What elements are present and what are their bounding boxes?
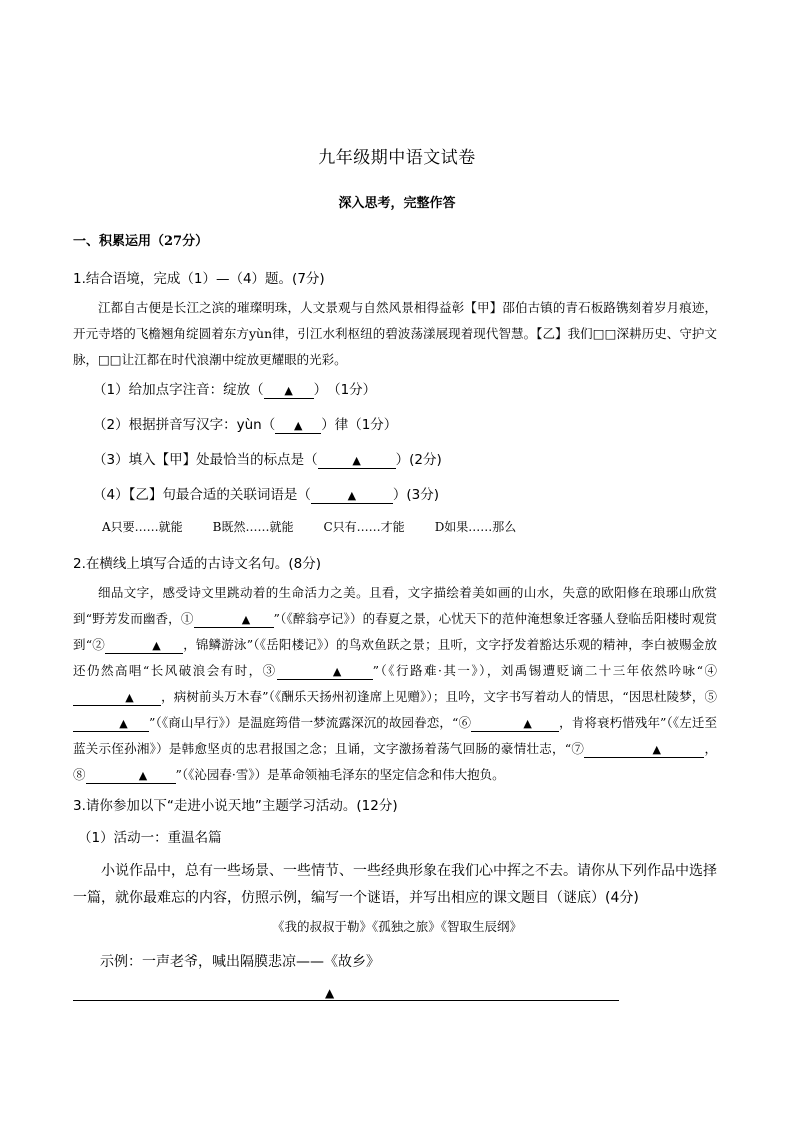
blank-marker: ▲ (332, 665, 342, 678)
answer-blank[interactable] (264, 383, 314, 399)
passage-part: ”（《醉翁亭记》）的春夏之景，心忧天下的范仲淹想象迁客骚人登临岳阳楼时观赏到“② (73, 611, 717, 652)
sub-2-prefix: （2）根据拼音写汉字：yùn（ (93, 417, 276, 433)
question-3-instruction (73, 858, 723, 912)
passage-part: ，病树前头万木春”（《酬乐天扬州初逢席上见赠》）；且吟，文字书写着动人的情思，“因思杜陵梦，⑤ (161, 689, 717, 704)
blank-marker: ▲ (125, 691, 134, 704)
sub-1-suffix: ） （1分） (313, 382, 377, 398)
question-1-sub-1 (93, 378, 376, 399)
page-title: 九年级期中语文试卷 (318, 148, 476, 168)
answer-blank-4[interactable] (73, 690, 161, 706)
question-1-sub-4 (93, 483, 439, 504)
passage-part: 细品文字，感受诗文里跳动着的生命活力之美。且看，文字描绘着美如画的山水，失意的欧阳修在琅琊山欣赏到“野芳发而幽香，① (73, 585, 717, 626)
answer-blank-3[interactable] (277, 664, 373, 680)
option-b[interactable]: B既然……就能 (212, 520, 294, 534)
blank-marker: ▲ (347, 489, 357, 502)
instruction-text: 小说作品中，总有一些场景、一些情节、一些经典形象在我们心中挥之不去。请你从下列作品中选择一篇，就你最难忘的内容，仿照示例，编写一个谜语，并写出相应的课文题目（谜底）(4分) (73, 863, 717, 906)
question-1-passage (73, 295, 717, 373)
sub-1-prefix: （1）给加点字注音：绽放（ (93, 382, 264, 398)
question-1-options (102, 518, 546, 535)
answer-blank[interactable] (318, 453, 396, 469)
blank-marker: ▲ (293, 419, 303, 432)
blank-marker: ▲ (652, 743, 661, 756)
blank-marker: ▲ (523, 717, 532, 730)
question-1-sub-2 (93, 413, 397, 434)
blank-marker: ▲ (284, 384, 293, 397)
sub-3-suffix: ）(2分) (395, 452, 442, 468)
question-3-stem: 3.请你参加以下“走进小说天地”主题学习活动。(12分) (73, 798, 398, 814)
question-1-sub-3 (93, 448, 442, 469)
sub-4-prefix: （4）【乙】句最合适的关联词语是（ (93, 487, 311, 503)
question-2-passage (73, 580, 717, 788)
blank-marker: ▲ (138, 769, 148, 782)
sub-4-suffix: ）(3分) (392, 487, 439, 503)
passage-part: ”（《商山早行》）是温庭筠借一梦流露深沉的故园眷恋，“⑥ (149, 715, 472, 730)
blank-marker: ▲ (325, 986, 335, 1000)
question-1-stem: 1.结合语境，完成（1）—（4）题。(7分) (73, 271, 325, 287)
passage-part: ，⑧ (73, 741, 717, 782)
page-subtitle: 深入思考，完整作答 (338, 196, 456, 211)
answer-blank[interactable] (275, 418, 321, 434)
answer-line[interactable] (73, 1000, 619, 1001)
answer-blank-1[interactable] (194, 612, 274, 628)
answer-blank-8[interactable] (86, 768, 176, 784)
passage-part: ”（《行路难·其一》），刘禹锡遭贬谪二十三年依然吟咏“④ (372, 663, 717, 678)
activity-heading: （1）活动一：重温名篇 (78, 830, 222, 846)
blank-marker: ▲ (119, 717, 128, 730)
answer-blank[interactable] (311, 488, 393, 504)
section-heading: 一、积累运用（27分） (73, 234, 209, 249)
sub-3-prefix: （3）填入【甲】处最恰当的标点是（ (93, 452, 318, 468)
passage-part: ”（《沁园春·雪》）是革命领袖毛泽东的坚定信念和伟大抱负。 (175, 767, 505, 782)
passage-text: 江都自古便是长江之滨的璀璨明珠，人文景观与自然风景相得益彰【甲】邵伯古镇的青石板路镌刻着岁月痕迹，开元寺塔的飞檐翘角绽圆着东方yùn律，引江水利枢纽的碧波荡漾展现着现代智慧。【乙】我们□□深耕历史、守护文脉，□□让江都在时代浪潮中绽放更耀眼的光彩。 (73, 300, 717, 367)
answer-blank-2[interactable] (105, 638, 183, 654)
passage-part: ，肯将衰朽惜残年”（《左迁至蓝关示侄孙湘》）是韩愈坚贞的忠君报国之念；且诵，文字激扬着荡气回肠的豪情壮志，“⑦ (73, 715, 717, 756)
example-text: 示例：一声老爷，喊出隔膜悲凉——《故乡》 (100, 954, 380, 970)
option-a[interactable]: A只要……就能 (102, 520, 183, 534)
question-2-stem: 2.在横线上填写合适的古诗文名句。(8分) (73, 556, 322, 572)
blank-marker: ▲ (152, 639, 161, 652)
book-list: 《我的叔叔于勒》《孤独之旅》《智取生辰纲》 (271, 919, 522, 934)
sub-2-suffix: ）律（1分） (321, 417, 398, 433)
answer-blank-6[interactable] (471, 716, 559, 732)
answer-blank-7[interactable] (584, 742, 704, 758)
poetry-passage (73, 580, 717, 788)
option-d[interactable]: D如果……那么 (434, 520, 517, 534)
option-c[interactable]: C只有……才能 (323, 520, 405, 534)
blank-marker: ▲ (352, 454, 361, 467)
blank-marker: ▲ (241, 613, 251, 626)
passage-part: ，锦鳞游泳”（《岳阳楼记》）的鸟欢鱼跃之景；且听，文字抒发着豁达乐观的精神，李白被赐金放还仍然高唱“长风破浪会有时，③ (73, 637, 717, 678)
answer-blank-5[interactable] (73, 716, 149, 732)
